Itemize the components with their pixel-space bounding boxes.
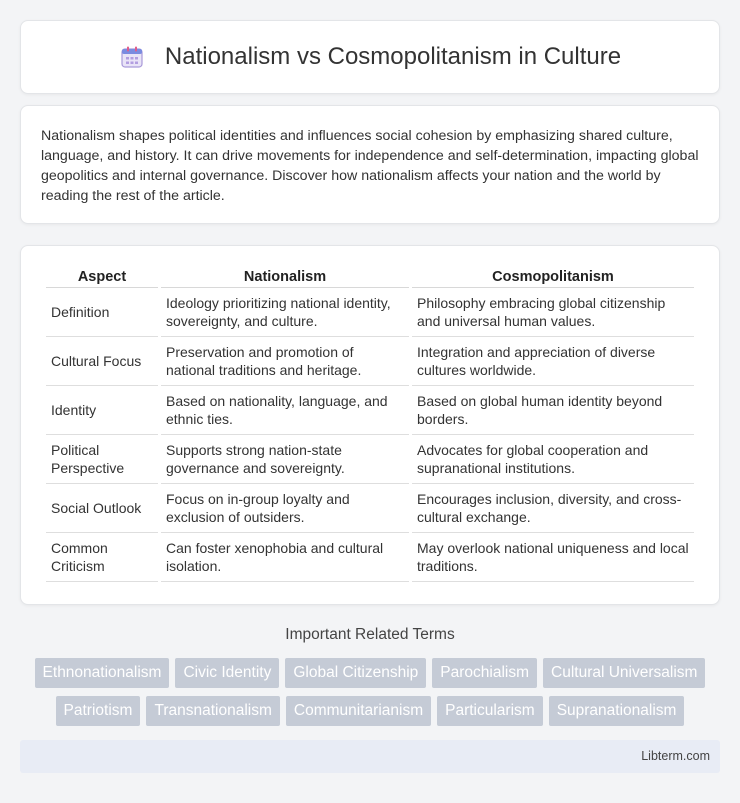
row-nationalism: Can foster xenophobia and cultural isolation. [161, 533, 409, 582]
row-cosmopolitanism: Philosophy embracing global citizenship and universal human values. [412, 288, 694, 337]
row-nationalism: Preservation and promotion of national traditions and heritage. [161, 337, 409, 386]
row-aspect: Social Outlook [46, 484, 158, 533]
related-term-tag[interactable]: Civic Identity [175, 658, 279, 688]
calendar-icon [119, 44, 145, 70]
related-term-tag[interactable]: Communitarianism [286, 696, 431, 726]
row-cosmopolitanism: Encourages inclusion, diversity, and cross-cultural exchange. [412, 484, 694, 533]
comparison-table-card [20, 245, 720, 605]
comparison-table [43, 266, 697, 582]
row-aspect: Identity [46, 386, 158, 435]
row-cosmopolitanism: May overlook national uniqueness and local traditions. [412, 533, 694, 582]
table-row [46, 484, 694, 533]
related-term-tag[interactable]: Cultural Universalism [543, 658, 705, 688]
footer-site-link[interactable]: Libterm.com [641, 749, 710, 763]
table-row [46, 337, 694, 386]
intro-card [20, 105, 720, 224]
header-aspect: Aspect [46, 266, 158, 288]
footer [20, 740, 720, 773]
page-title: Nationalism vs Cosmopolitanism in Culture [164, 43, 622, 70]
intro-text: Nationalism shapes political identities and influences social cohesion by emphasizing shared culture, language, and history. It can drive movements for independence and self-determination, impacting global geopolitics and internal governance. Discover how nationalism affects your nation and the world by reading the rest of the article. [41, 128, 699, 204]
related-term-tag[interactable]: Particularism [437, 696, 543, 726]
related-term-tag[interactable]: Transnationalism [146, 696, 279, 726]
row-aspect: Definition [46, 288, 158, 337]
row-nationalism: Ideology prioritizing national identity, sovereignty, and culture. [161, 288, 409, 337]
row-nationalism: Supports strong nation-state governance and sovereignty. [161, 435, 409, 484]
table-header-row [46, 266, 694, 288]
row-cosmopolitanism: Advocates for global cooperation and supranational institutions. [412, 435, 694, 484]
row-nationalism: Based on nationality, language, and ethnic ties. [161, 386, 409, 435]
row-cosmopolitanism: Based on global human identity beyond borders. [412, 386, 694, 435]
table-row [46, 288, 694, 337]
table-row [46, 435, 694, 484]
row-aspect: Common Criticism [46, 533, 158, 582]
related-terms-list [20, 658, 720, 726]
related-term-tag[interactable]: Supranationalism [549, 696, 685, 726]
related-term-tag[interactable]: Ethnonationalism [35, 658, 170, 688]
related-term-tag[interactable]: Parochialism [432, 658, 537, 688]
header-nationalism: Nationalism [161, 266, 409, 288]
header-cosmopolitanism: Cosmopolitanism [412, 266, 694, 288]
row-aspect: Political Perspective [46, 435, 158, 484]
row-cosmopolitanism: Integration and appreciation of diverse cultures worldwide. [412, 337, 694, 386]
related-term-tag[interactable]: Patriotism [56, 696, 141, 726]
related-terms-title: Important Related Terms [285, 626, 455, 643]
related-term-tag[interactable]: Global Citizenship [285, 658, 426, 688]
row-aspect: Cultural Focus [46, 337, 158, 386]
table-row [46, 533, 694, 582]
row-nationalism: Focus on in-group loyalty and exclusion of outsiders. [161, 484, 409, 533]
table-row [46, 386, 694, 435]
title-card [20, 20, 720, 94]
